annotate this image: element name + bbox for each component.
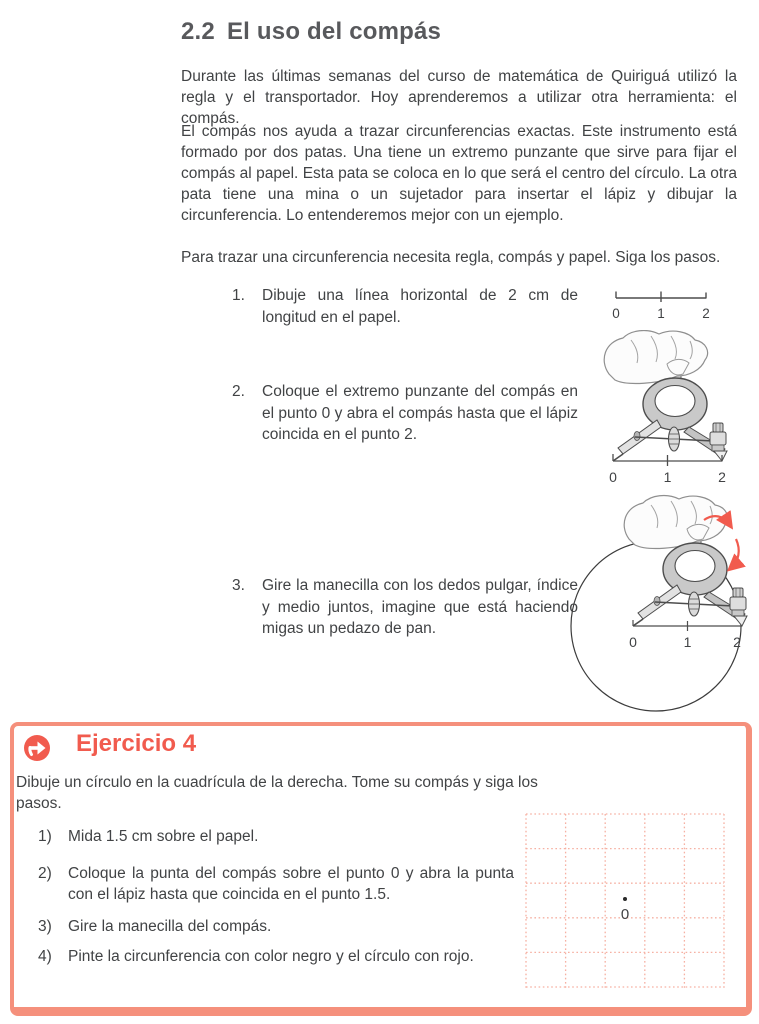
compass-illustration bbox=[578, 330, 755, 497]
ruler-tick-label: 0 bbox=[609, 469, 617, 485]
item-number: 1) bbox=[38, 828, 52, 845]
step-text: Dibuje una línea horizontal de 2 cm de longitud en el papel. bbox=[262, 287, 578, 326]
ruler-illustration bbox=[612, 288, 712, 322]
intro-paragraph: Durante las últimas semanas del curso de matemática de Quiriguá utilizó la regla y el transportador. Hoy aprenderemos a utilizar otra herramienta: el compás. bbox=[181, 68, 737, 127]
explanation-paragraph: El compás nos ayuda a trazar circunferencias exactas. Este instrumento está formado por dos patas. Una tiene un extremo punzante que sirve para fijar el compás al papel. Esta pata se coloca en lo que será el centro del círculo. La otra pata tiene una mina o un sujetador para insertar el lápiz y dibujar la circunferencia. Lo entenderemos mejor con un ejemplo. bbox=[181, 123, 737, 224]
exercise-arrow-icon bbox=[23, 734, 51, 762]
section-number: 2.2 bbox=[181, 18, 215, 45]
step-text: Gire la manecilla con los dedos pulgar, índice y medio juntos, imagine que está haciendo migas un pedazo de pan. bbox=[262, 577, 578, 637]
step-item bbox=[232, 381, 578, 446]
item-text: Mida 1.5 cm sobre el papel. bbox=[68, 828, 259, 845]
item-number: 3) bbox=[38, 918, 52, 935]
ruler-tick-label: 2 bbox=[733, 634, 741, 650]
item-number: 4) bbox=[38, 948, 52, 965]
lead-in-paragraph: Para trazar una circunferencia necesita regla, compás y papel. Siga los pasos. bbox=[181, 249, 721, 266]
exercise-intro: Dibuje un círculo en la cuadrícula de la derecha. Tome su compás y siga los pasos. bbox=[16, 774, 538, 812]
ruler-tick-label: 0 bbox=[629, 634, 637, 650]
step-text: Coloque el extremo punzante del compás en el punto 0 y abra el compás hasta que el lápiz coincida en el punto 2. bbox=[262, 383, 578, 443]
compass-circle-illustration bbox=[556, 494, 759, 712]
item-text: Gire la manecilla del compás. bbox=[68, 918, 272, 935]
exercise-item bbox=[38, 946, 514, 967]
exercise-title: Ejercicio 4 bbox=[76, 730, 197, 757]
step-item bbox=[232, 285, 578, 328]
grid-center-label: 0 bbox=[620, 906, 630, 923]
ruler-tick-label: 1 bbox=[663, 469, 672, 485]
exercise-item bbox=[38, 826, 514, 847]
step-item bbox=[232, 575, 578, 640]
ruler-tick-label: 2 bbox=[718, 469, 726, 485]
step-number: 1. bbox=[232, 287, 245, 304]
grid-center-dot bbox=[623, 897, 627, 901]
exercise-item bbox=[38, 863, 514, 905]
hand-compass-sketch bbox=[624, 496, 747, 626]
ruler-tick-label: 2 bbox=[702, 306, 710, 321]
item-text: Coloque la punta del compás sobre el punto 0 y abra la punta con el lápiz hasta que coincida en el punto 1.5. bbox=[68, 865, 514, 903]
section-title: El uso del compás bbox=[226, 18, 442, 45]
ruler-tick-label: 1 bbox=[683, 634, 692, 650]
item-number: 2) bbox=[38, 865, 52, 882]
step-number: 3. bbox=[232, 577, 245, 594]
drawing-grid[interactable] bbox=[525, 813, 725, 989]
exercise-box bbox=[10, 722, 752, 1016]
item-text: Pinte la circunferencia con color negro y el círculo con rojo. bbox=[68, 948, 474, 965]
ruler-tick-label: 0 bbox=[612, 306, 620, 321]
page-title bbox=[181, 18, 441, 46]
hand-compass-sketch bbox=[604, 331, 727, 461]
exercise-item bbox=[38, 916, 514, 937]
step-number: 2. bbox=[232, 383, 245, 400]
ruler-tick-label: 1 bbox=[657, 306, 665, 321]
rotation-arrow-icon bbox=[731, 539, 739, 568]
